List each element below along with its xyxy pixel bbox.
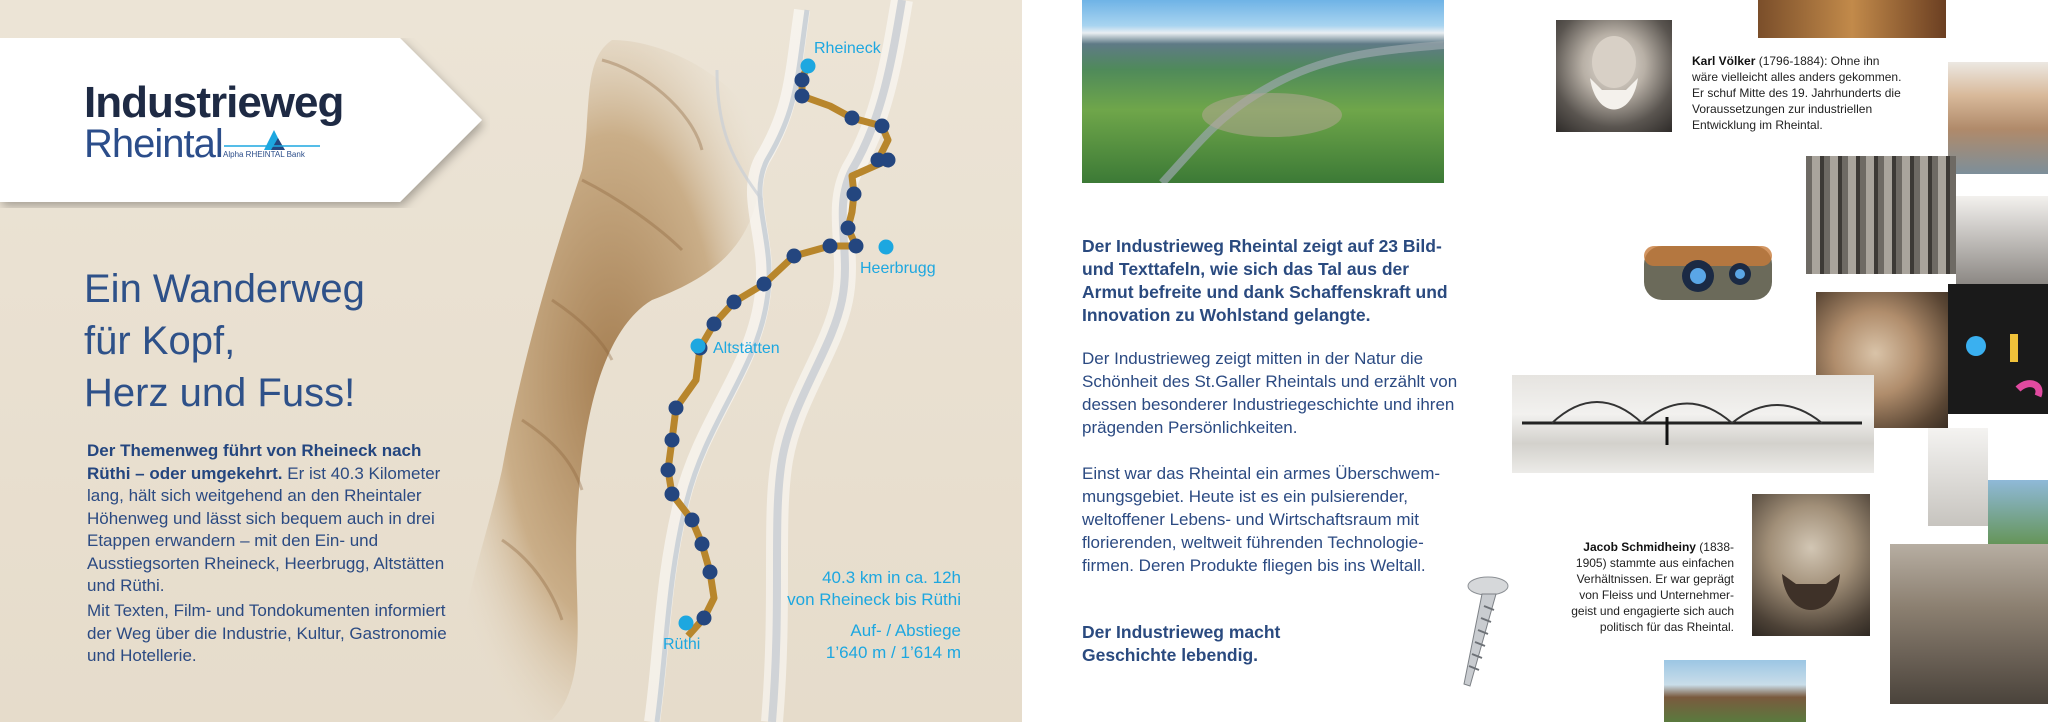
route-stop-1 [795,73,810,88]
bank-logo [224,126,320,150]
intro-text [87,440,459,598]
route-stop-14 [707,317,722,332]
route-stop-9 [849,239,864,254]
route-stop-7 [847,187,862,202]
endpoint-rheineck [801,59,816,74]
caption-voelker-text: Ohne ihn wäre vielleicht alles anders gekommen. Er schuf Mitte des 19. Jahrhunderts die Voraussetzungen zur industriellen Entwicklung im Rheintal. [1692,54,1902,132]
bank-name: Alpha RHEINTAL Bank [223,150,305,159]
sunset-landscape-photo [1758,0,1946,38]
route-stop-8 [841,221,856,236]
left-panel [0,0,1022,722]
route-stop-17 [665,433,680,448]
farmhouse-photo [1664,660,1806,722]
portrait-karl-voelker [1556,20,1672,132]
caption-jacob-schmidheiny [1560,539,1734,635]
screw-image [1444,566,1510,698]
valley-aerial-photo [1082,0,1444,183]
endpoint-heerbrugg [879,240,894,255]
headline-line-3: Herz und Fuss! [84,371,356,415]
caption-schmidheiny-name: Jacob Schmidheiny [1583,540,1696,554]
caption-voelker-years: (1796-1884): [1755,54,1828,68]
lead-text: Der Industrieweg Rheintal zeigt auf 23 Bild- und Texttafeln, wie sich das Tal aus der Armut befreite und dank Schaffenskraft und Innovation zu Wohlstand gelangte. [1082,236,1448,325]
route-stop-10 [823,239,838,254]
endpoint-altstaetten [691,339,706,354]
route-stop-19 [665,487,680,502]
body-text-2: Einst war das Rheintal ein armes Überschwemmungsgebiet. Heute ist es ein pulsierender, weltoffener Lebens- und Wirtschaftsraum mit florierenden, weltweit führenden Technologiefirmen. Deren Produkte fliegen bis ins Weltall. [1082,464,1441,575]
route-stop-6 [881,153,896,168]
route-stop-16 [669,401,684,416]
historic-crowd-photo [1956,196,2048,284]
route-stop-21 [695,537,710,552]
portrait-athlete-photo [1948,62,2048,174]
place-heerbrugg: Heerbrugg [860,260,936,277]
route-stop-4 [875,119,890,134]
historic-village-photo [1890,544,2048,704]
route-stop-3 [845,111,860,126]
stats-distance: 40.3 km in ca. 12h [822,568,961,587]
closing-text [1082,621,1382,667]
route-stop-13 [727,295,742,310]
route-stop-18 [661,463,676,478]
caption-voelker-name: Karl Völker [1692,54,1756,68]
archive-document-photo [1928,428,1988,526]
route-stop-22 [703,565,718,580]
intro-text-2: Mit Texten, Film- und Tondokumenten informiert der Weg über die Industrie, Kultur, Gastronomie und Hotellerie. [87,601,447,665]
headline [84,263,404,419]
route-stop-11 [787,249,802,264]
intro-bold: Der Themenweg führt von Rheineck nach Rüthi – oder umgekehrt. [87,441,422,483]
headline-line-2: für Kopf, [84,319,236,363]
stats-ascent-values: 1’640 m / 1’614 m [825,643,961,662]
place-rheineck: Rheineck [814,40,881,57]
route-stop-12 [757,277,772,292]
closing-line-1: Der Industrieweg macht [1082,622,1281,642]
body-text-1: Der Industrieweg zeigt mitten in der Natur die Schönheit des St.Galler Rheintals und erzählt von dessen besonderer Industriegeschichte und ihren prägenden Persönlichkeiten. [1082,349,1458,437]
headline-line-1: Ein Wanderweg [84,267,365,311]
route-stop-2 [795,89,810,104]
route-stats [787,567,961,664]
intro-body: Er ist 40.3 Kilometer lang, hält sich weitgehend an den Rheintaler Höhenweg und lässt sich bequem auch in drei Etappen erwandern – mit den Ein- und Ausstiegsorten Rheineck, Heerbrugg, Altstätten und Rüthi. [87,463,445,595]
brand-title: Industrieweg [84,78,344,127]
place-altstaetten: Altstätten [713,340,780,357]
caption-schmidheiny-text: (1838-1905) stammte aus einfachen Verhältnissen. Er war geprägt von Fleiss und Unternehmergeist und engagierte sich auch politisch für das Rheintal. [1571,540,1734,634]
dark-tech-photo [1948,284,2048,414]
stats-route: von Rheineck bis Rüthi [787,590,961,609]
caption-karl-voelker [1692,53,1902,133]
factory-machine-photo [1806,156,1956,274]
portrait-jacob-schmidheiny [1752,494,1870,636]
stats-ascent-label: Auf- / Abstiege [850,621,961,640]
endpoint-ruethi [679,616,694,631]
route-stop-23 [697,611,712,626]
brand-subtitle: Rheintal [84,122,223,166]
camera-device-image [1638,240,1778,308]
place-ruethi: Rüthi [663,636,701,653]
closing-line-2: Geschichte lebendig. [1082,645,1259,665]
route-stop-20 [685,513,700,528]
rhine-bridge-photo [1512,375,1874,473]
